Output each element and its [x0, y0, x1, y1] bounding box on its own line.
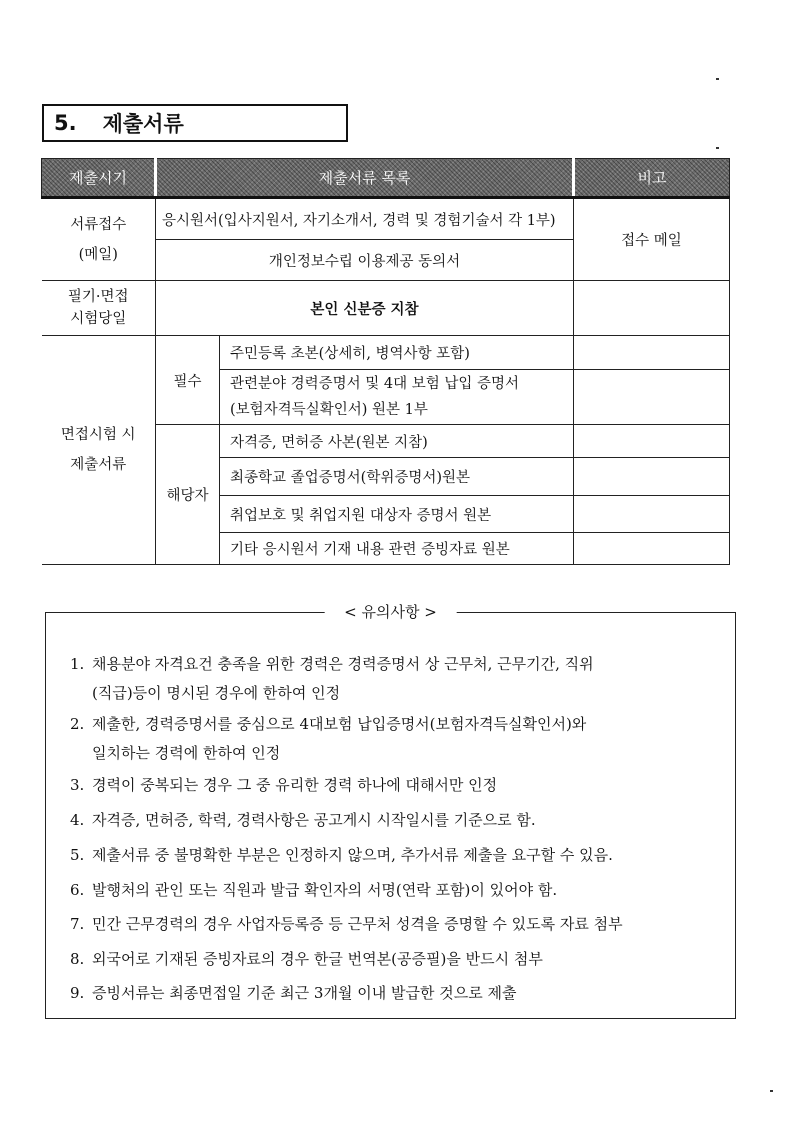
scan-speck: [716, 78, 719, 80]
list-item: [70, 710, 727, 768]
submission-documents-table: [41, 158, 730, 565]
timing-line: 제출서류: [70, 457, 127, 473]
remark-empty: [574, 533, 730, 565]
list-item: [70, 945, 727, 974]
note-number: 6.: [70, 881, 85, 899]
note-text: 증빙서류는 최종면접일 기준 최근 3개월 이내 발급한 것으로 제출: [92, 984, 517, 1002]
note-text: (직급)등이 명시된 경우에 한하여 인정: [92, 684, 341, 702]
doc-line: (보험자격득실확인서) 원본 1부: [230, 402, 428, 418]
note-text: 경력이 중복되는 경우 그 중 유리한 경력 하나에 대해서만 인정: [92, 776, 498, 794]
note-number: 1.: [70, 655, 85, 673]
doc-application-form: 응시원서(입사지원서, 자기소개서, 경력 및 경험기술서 각 1부): [156, 198, 574, 240]
table-header-row: [42, 159, 730, 198]
header-timing: 제출시기: [42, 159, 156, 198]
label-applicable: 해당자: [156, 425, 220, 565]
note-text: 외국어로 기재된 증빙자료의 경우 한글 번역본(공증필)을 반드시 첨부: [92, 950, 543, 968]
table-row: [42, 281, 730, 336]
remark-empty: [574, 496, 730, 533]
doc-employment-protection: 취업보호 및 취업지원 대상자 증명서 원본: [220, 496, 574, 533]
remark-empty: [574, 425, 730, 458]
remark-empty: [574, 336, 730, 370]
table-row: [42, 198, 730, 240]
remark-empty: [574, 458, 730, 496]
list-item: [70, 771, 727, 800]
timing-line: (메일): [78, 246, 118, 263]
note-number: 8.: [70, 950, 85, 968]
note-text: 일치하는 경력에 한하여 인정: [92, 744, 281, 762]
note-number: 9.: [70, 984, 85, 1002]
doc-license-copy: 자격증, 면허증 사본(원본 지참): [220, 425, 574, 458]
timing-line: 필기·면접: [67, 289, 129, 305]
doc-other-evidence: 기타 응시원서 기재 내용 관련 증빙자료 원본: [220, 533, 574, 565]
header-remarks: 비고: [574, 159, 730, 198]
list-item: [70, 650, 727, 708]
timing-line: 서류접수: [70, 216, 127, 233]
doc-career-certificate: [220, 370, 574, 425]
note-text: 제출한, 경력증명서를 중심으로 4대보험 납입증명서(보험자격득실확인서)와: [92, 715, 587, 733]
note-text: 채용분야 자격요건 충족을 위한 경력은 경력증명서 상 근무처, 근무기간, 직위: [92, 655, 594, 673]
section-heading: [42, 104, 348, 142]
note-number: 4.: [70, 811, 85, 829]
note-text: 발행처의 관인 또는 직원과 발급 확인자의 서명(연락 포함)이 있어야 함.: [92, 881, 558, 899]
note-number: 3.: [70, 776, 85, 794]
doc-line: 관련분야 경력증명서 및 4대 보험 납입 증명서: [230, 376, 520, 392]
doc-resident-register: 주민등록 초본(상세히, 병역사항 포함): [220, 336, 574, 370]
note-number: 2.: [70, 715, 85, 733]
scan-speck: [770, 1090, 773, 1092]
notes-box: [45, 603, 736, 1019]
timing-line: 시험당일: [70, 311, 127, 327]
doc-id-card: 본인 신분증 지참: [156, 281, 574, 336]
timing-exam-day: [42, 281, 156, 336]
section-title: 제출서류: [102, 112, 184, 136]
section-number: 5.: [54, 111, 77, 135]
note-text: 민간 근무경력의 경우 사업자등록증 등 근무처 성격을 증명할 수 있도록 자료 첨부: [92, 915, 623, 933]
note-text: 제출서류 중 불명확한 부분은 인정하지 않으며, 추가서류 제출을 요구할 수 있음.: [92, 846, 613, 864]
timing-interview: [42, 336, 156, 565]
notes-title: < 유의사항 >: [324, 601, 457, 622]
remark-email: 접수 메일: [574, 198, 730, 281]
remark-empty: [574, 370, 730, 425]
doc-privacy-consent: 개인정보수립 이용제공 동의서: [156, 240, 574, 281]
note-text: 자격증, 면허증, 학력, 경력사항은 공고게시 시작일시를 기준으로 함.: [92, 811, 536, 829]
list-item: [70, 841, 727, 870]
list-item: [70, 910, 727, 939]
list-item: [70, 876, 727, 905]
note-number: 5.: [70, 846, 85, 864]
note-number: 7.: [70, 915, 85, 933]
label-required: 필수: [156, 336, 220, 425]
timing-line: 면접시험 시: [60, 427, 136, 443]
scan-speck: [716, 147, 719, 149]
remark-empty: [574, 281, 730, 336]
header-documents: 제출서류 목록: [156, 159, 574, 198]
list-item: [70, 806, 727, 835]
list-item: [70, 979, 727, 1008]
doc-graduation-certificate: 최종학교 졸업증명서(학위증명서)원본: [220, 458, 574, 496]
timing-application: [42, 198, 156, 281]
table-row: [42, 336, 730, 370]
